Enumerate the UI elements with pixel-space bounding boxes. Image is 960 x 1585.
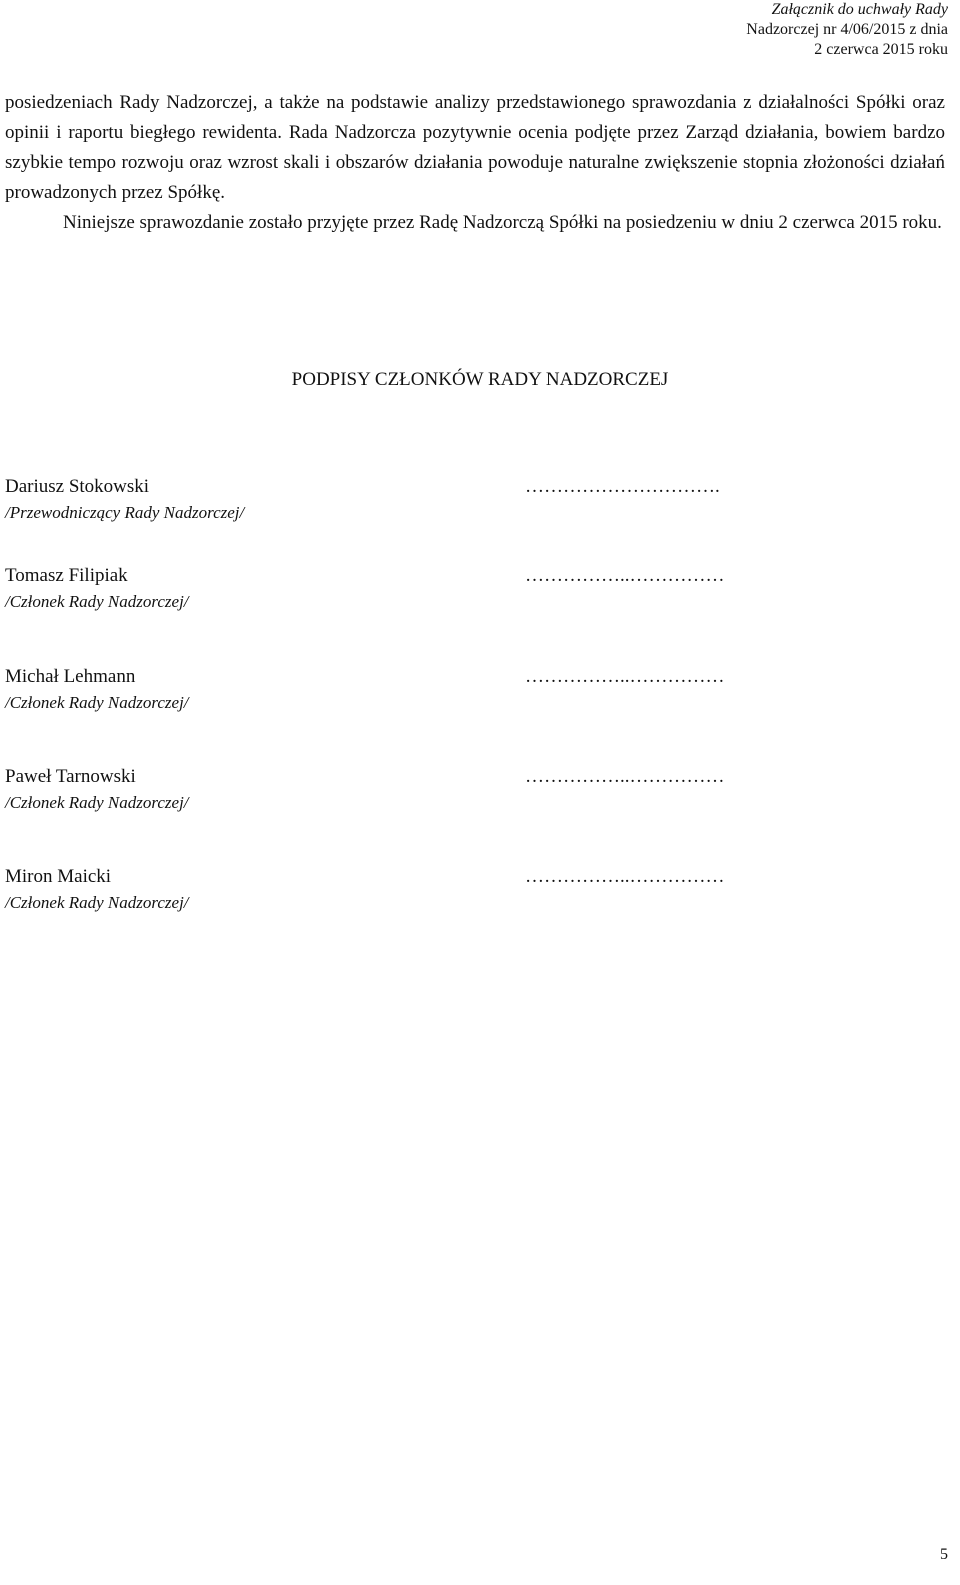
signature-line: ……………..……………	[525, 565, 725, 586]
signatory-role: /Przewodniczący Rady Nadzorczej/	[5, 503, 245, 522]
signatory-role: /Członek Rady Nadzorczej/	[5, 693, 189, 712]
signatory-name: Tomasz Filipiak	[5, 565, 128, 586]
body-paragraph-1: posiedzeniach Rady Nadzorczej, a także na podstawie analizy przedstawionego sprawozdania z działalności Spółki oraz opinii i raportu biegłego rewidenta. Rada Nadzorcza pozytywnie ocenia podjęte przez Zarząd działania, bowiem bardzo szybkie tempo rozwoju oraz wzrost skali i obszarów działania powoduje naturalne zwiększenie stopnia złożoności działań prowadzonych przez Spółkę.	[5, 92, 945, 203]
body-paragraph-2: Niniejsze sprawozdanie zostało przyjęte przez Radę Nadzorczą Spółki na posiedzeniu w dniu 2 czerwca 2015 roku.	[63, 212, 942, 233]
signatory-2	[5, 563, 935, 623]
signature-line: ……………..……………	[525, 766, 725, 787]
attachment-note	[746, 0, 948, 60]
attachment-note-line-2: Nadzorczej nr 4/06/2015 z dnia	[746, 21, 948, 38]
signatures-heading: PODPISY CZŁONKÓW RADY NADZORCZEJ	[291, 369, 669, 390]
signature-line: ……………..……………	[525, 666, 725, 687]
attachment-note-line-1: Załącznik do uchwały Rady	[771, 1, 948, 18]
signatory-role: /Członek Rady Nadzorczej/	[5, 893, 189, 912]
signatory-5	[5, 864, 935, 924]
attachment-note-line-3: 2 czerwca 2015 roku	[814, 41, 948, 58]
signature-line: ………………………….	[525, 476, 720, 497]
signatory-role: /Członek Rady Nadzorczej/	[5, 793, 189, 812]
signatory-name: Dariusz Stokowski	[5, 476, 150, 497]
signatory-1	[5, 474, 935, 534]
signatory-4	[5, 764, 935, 824]
signatory-name: Paweł Tarnowski	[5, 766, 136, 787]
page-number: 5	[940, 1546, 948, 1563]
signatory-role: /Członek Rady Nadzorczej/	[5, 592, 189, 611]
signatory-3	[5, 664, 935, 724]
signature-line: ……………..……………	[525, 866, 725, 887]
report-body	[5, 88, 945, 238]
signatory-name: Michał Lehmann	[5, 666, 136, 687]
signatory-name: Miron Maicki	[5, 866, 112, 887]
